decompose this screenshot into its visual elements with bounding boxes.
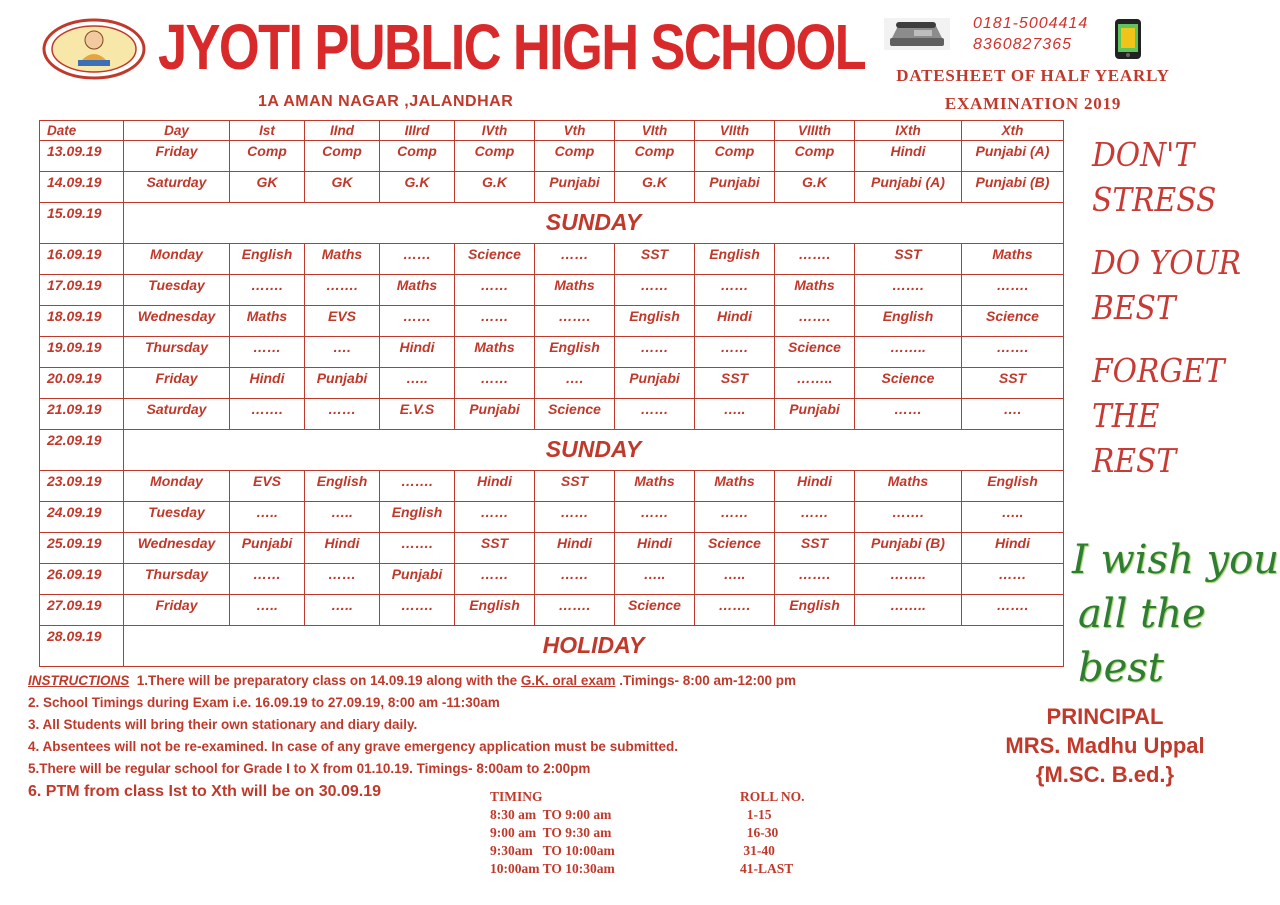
subject-cell: English bbox=[305, 471, 380, 502]
date-cell: 22.09.19 bbox=[40, 430, 124, 471]
subject-cell: …. bbox=[535, 368, 615, 399]
datesheet-title-line1: DATESHEET OF HALF YEARLY bbox=[896, 66, 1170, 85]
subject-cell: Hindi bbox=[855, 141, 962, 172]
day-cell: Friday bbox=[124, 141, 230, 172]
column-header: VIth bbox=[615, 121, 695, 141]
motivation-line: THE bbox=[1092, 396, 1160, 435]
timing-slot: 10:00am TO 10:30am bbox=[490, 861, 615, 876]
timing-row bbox=[490, 806, 805, 824]
subject-cell: …… bbox=[455, 275, 535, 306]
column-header: VIIIth bbox=[775, 121, 855, 141]
subject-cell: Maths bbox=[615, 471, 695, 502]
subject-cell: Punjabi bbox=[230, 533, 305, 564]
subject-cell: Hindi bbox=[380, 337, 455, 368]
day-cell: Wednesday bbox=[124, 533, 230, 564]
subject-cell: Science bbox=[962, 306, 1064, 337]
subject-cell: E.V.S bbox=[380, 399, 455, 430]
table-body bbox=[40, 141, 1064, 667]
date-cell: 25.09.19 bbox=[40, 533, 124, 564]
subject-cell: English bbox=[855, 306, 962, 337]
subject-cell: SST bbox=[615, 244, 695, 275]
day-cell: Wednesday bbox=[124, 306, 230, 337]
subject-cell: ….. bbox=[380, 368, 455, 399]
instructions-label: INSTRUCTIONS bbox=[28, 673, 130, 688]
datesheet-table bbox=[39, 120, 1064, 667]
column-header: Ist bbox=[230, 121, 305, 141]
subject-cell: ….. bbox=[695, 399, 775, 430]
day-off-cell: SUNDAY bbox=[124, 203, 1064, 244]
subject-cell: Maths bbox=[455, 337, 535, 368]
phone-1: 0181-5004414 bbox=[973, 15, 1089, 32]
subject-cell: …… bbox=[455, 564, 535, 595]
subject-cell: …… bbox=[380, 306, 455, 337]
column-header: Xth bbox=[962, 121, 1064, 141]
subject-cell: …… bbox=[615, 275, 695, 306]
subject-cell: G.K bbox=[455, 172, 535, 203]
phone-numbers bbox=[973, 13, 1088, 55]
roll-range: 31-40 bbox=[740, 843, 775, 858]
table-row bbox=[40, 275, 1064, 306]
instruction-1 bbox=[28, 670, 796, 692]
instruction-3: 3. All Students will bring their own stationary and diary daily. bbox=[28, 717, 418, 732]
subject-cell: ……. bbox=[775, 306, 855, 337]
roll-range: 16-30 bbox=[740, 825, 779, 840]
best-wishes bbox=[1072, 533, 1280, 695]
subject-cell: ……. bbox=[962, 595, 1064, 626]
subject-cell: ……. bbox=[305, 275, 380, 306]
table-row bbox=[40, 244, 1064, 275]
day-cell: Saturday bbox=[124, 172, 230, 203]
subject-cell: Hindi bbox=[455, 471, 535, 502]
subject-cell: …… bbox=[455, 306, 535, 337]
subject-cell: ……. bbox=[380, 595, 455, 626]
subject-cell: Hindi bbox=[535, 533, 615, 564]
principal-signature-block bbox=[955, 702, 1255, 789]
date-cell: 18.09.19 bbox=[40, 306, 124, 337]
subject-cell: English bbox=[455, 595, 535, 626]
subject-cell: English bbox=[962, 471, 1064, 502]
subject-cell: GK bbox=[230, 172, 305, 203]
day-cell: Monday bbox=[124, 244, 230, 275]
wish-line-1: I wish you bbox=[1072, 537, 1279, 583]
subject-cell: English bbox=[775, 595, 855, 626]
date-cell: 21.09.19 bbox=[40, 399, 124, 430]
roll-header: ROLL NO. bbox=[740, 789, 805, 804]
school-address: 1A AMAN NAGAR ,JALANDHAR bbox=[258, 93, 514, 110]
telephone-icon bbox=[884, 18, 950, 55]
subject-cell: …… bbox=[455, 368, 535, 399]
date-cell: 24.09.19 bbox=[40, 502, 124, 533]
principal-title: PRINCIPAL bbox=[1046, 704, 1164, 729]
table-header-row bbox=[40, 121, 1064, 141]
subject-cell: Punjabi bbox=[695, 172, 775, 203]
subject-cell: Comp bbox=[615, 141, 695, 172]
instruction-2: 2. School Timings during Exam i.e. 16.09.19 to 27.09.19, 8:00 am -11:30am bbox=[28, 695, 500, 710]
school-name: JYOTI PUBLIC HIGH SCHOOL bbox=[158, 11, 866, 83]
table-row bbox=[40, 502, 1064, 533]
gk-oral-exam-text: G.K. oral exam bbox=[520, 673, 616, 688]
subject-cell: G.K bbox=[615, 172, 695, 203]
subject-cell: …… bbox=[855, 399, 962, 430]
subject-cell: …… bbox=[230, 337, 305, 368]
subject-cell: Comp bbox=[535, 141, 615, 172]
phone-2: 8360827365 bbox=[973, 36, 1072, 53]
subject-cell: ….. bbox=[230, 595, 305, 626]
subject-cell: …. bbox=[305, 337, 380, 368]
subject-cell: ……. bbox=[380, 533, 455, 564]
motivation-line: FORGET bbox=[1092, 351, 1225, 390]
subject-cell: ….. bbox=[962, 502, 1064, 533]
day-cell: Saturday bbox=[124, 399, 230, 430]
wish-line-2: all the best bbox=[1078, 591, 1206, 691]
table-row bbox=[40, 337, 1064, 368]
subject-cell: …….. bbox=[855, 595, 962, 626]
subject-cell: English bbox=[535, 337, 615, 368]
subject-cell: Maths bbox=[695, 471, 775, 502]
table-row bbox=[40, 626, 1064, 667]
subject-cell: Punjabi bbox=[380, 564, 455, 595]
date-cell: 23.09.19 bbox=[40, 471, 124, 502]
subject-cell: …….. bbox=[855, 564, 962, 595]
subject-cell: ….. bbox=[615, 564, 695, 595]
column-header: VIIth bbox=[695, 121, 775, 141]
day-off-cell: SUNDAY bbox=[124, 430, 1064, 471]
subject-cell: Hindi bbox=[615, 533, 695, 564]
table-row bbox=[40, 595, 1064, 626]
subject-cell: ……. bbox=[855, 502, 962, 533]
roll-range: 41-LAST bbox=[740, 861, 794, 876]
subject-cell: Punjabi (A) bbox=[855, 172, 962, 203]
date-cell: 13.09.19 bbox=[40, 141, 124, 172]
motivation-line: BEST bbox=[1092, 288, 1176, 327]
subject-cell: ……. bbox=[535, 306, 615, 337]
instruction-4: 4. Absentees will not be re-examined. In case of any grave emergency application must be submitted. bbox=[28, 739, 678, 754]
subject-cell: Comp bbox=[695, 141, 775, 172]
subject-cell: SST bbox=[775, 533, 855, 564]
subject-cell: ……. bbox=[230, 399, 305, 430]
subject-cell: G.K bbox=[775, 172, 855, 203]
subject-cell: English bbox=[615, 306, 695, 337]
motivation-text bbox=[1092, 132, 1258, 483]
principal-qualification: {M.SC. B.ed.} bbox=[1035, 762, 1175, 787]
subject-cell: Hindi bbox=[695, 306, 775, 337]
timing-row bbox=[490, 824, 805, 842]
motivation-line: STRESS bbox=[1092, 180, 1217, 219]
subject-cell: …… bbox=[615, 337, 695, 368]
school-logo bbox=[42, 18, 146, 80]
day-cell: Friday bbox=[124, 595, 230, 626]
subject-cell: SST bbox=[535, 471, 615, 502]
subject-cell: EVS bbox=[230, 471, 305, 502]
day-cell: Tuesday bbox=[124, 502, 230, 533]
subject-cell: Hindi bbox=[305, 533, 380, 564]
subject-cell: …. bbox=[962, 399, 1064, 430]
instruction-5: 5.There will be regular school for Grade I to X from 01.10.19. Timings- 8:00am to 2:00pm bbox=[28, 761, 591, 776]
subject-cell: Comp bbox=[305, 141, 380, 172]
date-cell: 26.09.19 bbox=[40, 564, 124, 595]
table-row bbox=[40, 430, 1064, 471]
subject-cell: Maths bbox=[855, 471, 962, 502]
date-cell: 19.09.19 bbox=[40, 337, 124, 368]
subject-cell: Maths bbox=[962, 244, 1064, 275]
subject-cell: GK bbox=[305, 172, 380, 203]
subject-cell: Hindi bbox=[962, 533, 1064, 564]
subject-cell: SST bbox=[695, 368, 775, 399]
subject-cell: Science bbox=[615, 595, 695, 626]
subject-cell: Punjabi (B) bbox=[962, 172, 1064, 203]
motivation-line: DO YOUR bbox=[1092, 243, 1241, 282]
day-cell: Monday bbox=[124, 471, 230, 502]
subject-cell: Maths bbox=[305, 244, 380, 275]
subject-cell: …… bbox=[695, 502, 775, 533]
column-header: IInd bbox=[305, 121, 380, 141]
instructions bbox=[28, 670, 796, 804]
subject-cell: …… bbox=[775, 502, 855, 533]
subject-cell: Punjabi bbox=[455, 399, 535, 430]
subject-cell: EVS bbox=[305, 306, 380, 337]
subject-cell: …… bbox=[305, 399, 380, 430]
subject-cell: G.K bbox=[380, 172, 455, 203]
subject-cell: Punjabi (B) bbox=[855, 533, 962, 564]
subject-cell: SST bbox=[855, 244, 962, 275]
timing-slot: 9:30am TO 10:00am bbox=[490, 843, 615, 858]
motivation-line: REST bbox=[1092, 441, 1177, 480]
datesheet-title-line2: EXAMINATION 2019 bbox=[944, 94, 1122, 113]
column-header: IIIrd bbox=[380, 121, 455, 141]
mobile-phone-icon bbox=[1113, 18, 1143, 65]
column-header: Date bbox=[40, 121, 124, 141]
instruction-1-timing: .Timings- 8:00 am-12:00 pm bbox=[615, 673, 797, 688]
subject-cell: Maths bbox=[775, 275, 855, 306]
subject-cell: ……. bbox=[855, 275, 962, 306]
subject-cell: Comp bbox=[380, 141, 455, 172]
day-cell: Thursday bbox=[124, 564, 230, 595]
subject-cell: ……. bbox=[695, 595, 775, 626]
ptm-timing-table bbox=[490, 788, 805, 878]
timing-header: TIMING bbox=[490, 789, 543, 804]
subject-cell: ….. bbox=[695, 564, 775, 595]
date-cell: 14.09.19 bbox=[40, 172, 124, 203]
subject-cell: …… bbox=[615, 502, 695, 533]
subject-cell: …… bbox=[695, 275, 775, 306]
subject-cell: ….. bbox=[305, 595, 380, 626]
subject-cell: Maths bbox=[230, 306, 305, 337]
subject-cell: English bbox=[230, 244, 305, 275]
timing-row bbox=[490, 842, 805, 860]
subject-cell: Science bbox=[695, 533, 775, 564]
roll-range: 1-15 bbox=[740, 807, 772, 822]
timing-header-row bbox=[490, 788, 805, 806]
subject-cell: SST bbox=[455, 533, 535, 564]
table-row bbox=[40, 399, 1064, 430]
subject-cell: …… bbox=[615, 399, 695, 430]
subject-cell: ……. bbox=[230, 275, 305, 306]
column-header: Vth bbox=[535, 121, 615, 141]
day-off-cell: HOLIDAY bbox=[124, 626, 1064, 667]
subject-cell: Hindi bbox=[775, 471, 855, 502]
day-cell: Thursday bbox=[124, 337, 230, 368]
subject-cell: English bbox=[380, 502, 455, 533]
day-cell: Tuesday bbox=[124, 275, 230, 306]
principal-name: MRS. Madhu Uppal bbox=[1005, 733, 1205, 758]
subject-cell: Punjabi (A) bbox=[962, 141, 1064, 172]
subject-cell: Comp bbox=[230, 141, 305, 172]
subject-cell: …… bbox=[962, 564, 1064, 595]
subject-cell: Science bbox=[855, 368, 962, 399]
table-row bbox=[40, 203, 1064, 244]
subject-cell: Comp bbox=[455, 141, 535, 172]
subject-cell: ….. bbox=[230, 502, 305, 533]
subject-cell: …… bbox=[535, 564, 615, 595]
subject-cell: Maths bbox=[380, 275, 455, 306]
table-row bbox=[40, 471, 1064, 502]
date-cell: 16.09.19 bbox=[40, 244, 124, 275]
subject-cell: ……. bbox=[535, 595, 615, 626]
subject-cell: Maths bbox=[535, 275, 615, 306]
subject-cell: Punjabi bbox=[615, 368, 695, 399]
subject-cell: …… bbox=[695, 337, 775, 368]
table-row bbox=[40, 368, 1064, 399]
date-cell: 28.09.19 bbox=[40, 626, 124, 667]
column-header: Day bbox=[124, 121, 230, 141]
date-cell: 27.09.19 bbox=[40, 595, 124, 626]
subject-cell: Hindi bbox=[230, 368, 305, 399]
table-row bbox=[40, 306, 1064, 337]
subject-cell: Punjabi bbox=[535, 172, 615, 203]
subject-cell: Punjabi bbox=[305, 368, 380, 399]
subject-cell: SST bbox=[962, 368, 1064, 399]
subject-cell: Punjabi bbox=[775, 399, 855, 430]
subject-cell: …… bbox=[230, 564, 305, 595]
timing-row bbox=[490, 860, 805, 878]
date-cell: 17.09.19 bbox=[40, 275, 124, 306]
day-cell: Friday bbox=[124, 368, 230, 399]
subject-cell: English bbox=[695, 244, 775, 275]
subject-cell: Science bbox=[455, 244, 535, 275]
subject-cell: ……. bbox=[775, 244, 855, 275]
motivation-line: DON'T bbox=[1092, 135, 1195, 174]
subject-cell: …….. bbox=[855, 337, 962, 368]
table-row bbox=[40, 141, 1064, 172]
subject-cell: …… bbox=[535, 244, 615, 275]
subject-cell: Science bbox=[775, 337, 855, 368]
instruction-6: 6. PTM from class Ist to Xth will be on 30.09.19 bbox=[28, 783, 381, 800]
subject-cell: …… bbox=[380, 244, 455, 275]
subject-cell: …… bbox=[305, 564, 380, 595]
timing-slot: 9:00 am TO 9:30 am bbox=[490, 825, 612, 840]
instruction-1-text: 1.There will be preparatory class on 14.09.19 along with the bbox=[136, 673, 521, 688]
subject-cell: ……. bbox=[962, 275, 1064, 306]
datesheet-title bbox=[840, 62, 1226, 118]
table-row bbox=[40, 533, 1064, 564]
subject-cell: …….. bbox=[775, 368, 855, 399]
subject-cell: Comp bbox=[775, 141, 855, 172]
column-header: IVth bbox=[455, 121, 535, 141]
date-cell: 20.09.19 bbox=[40, 368, 124, 399]
subject-cell: ……. bbox=[380, 471, 455, 502]
subject-cell: …… bbox=[455, 502, 535, 533]
timing-slot: 8:30 am TO 9:00 am bbox=[490, 807, 612, 822]
subject-cell: ……. bbox=[775, 564, 855, 595]
table-row bbox=[40, 564, 1064, 595]
subject-cell: Science bbox=[535, 399, 615, 430]
subject-cell: ……. bbox=[962, 337, 1064, 368]
date-cell: 15.09.19 bbox=[40, 203, 124, 244]
subject-cell: …… bbox=[535, 502, 615, 533]
subject-cell: ….. bbox=[305, 502, 380, 533]
table-row bbox=[40, 172, 1064, 203]
column-header: IXth bbox=[855, 121, 962, 141]
